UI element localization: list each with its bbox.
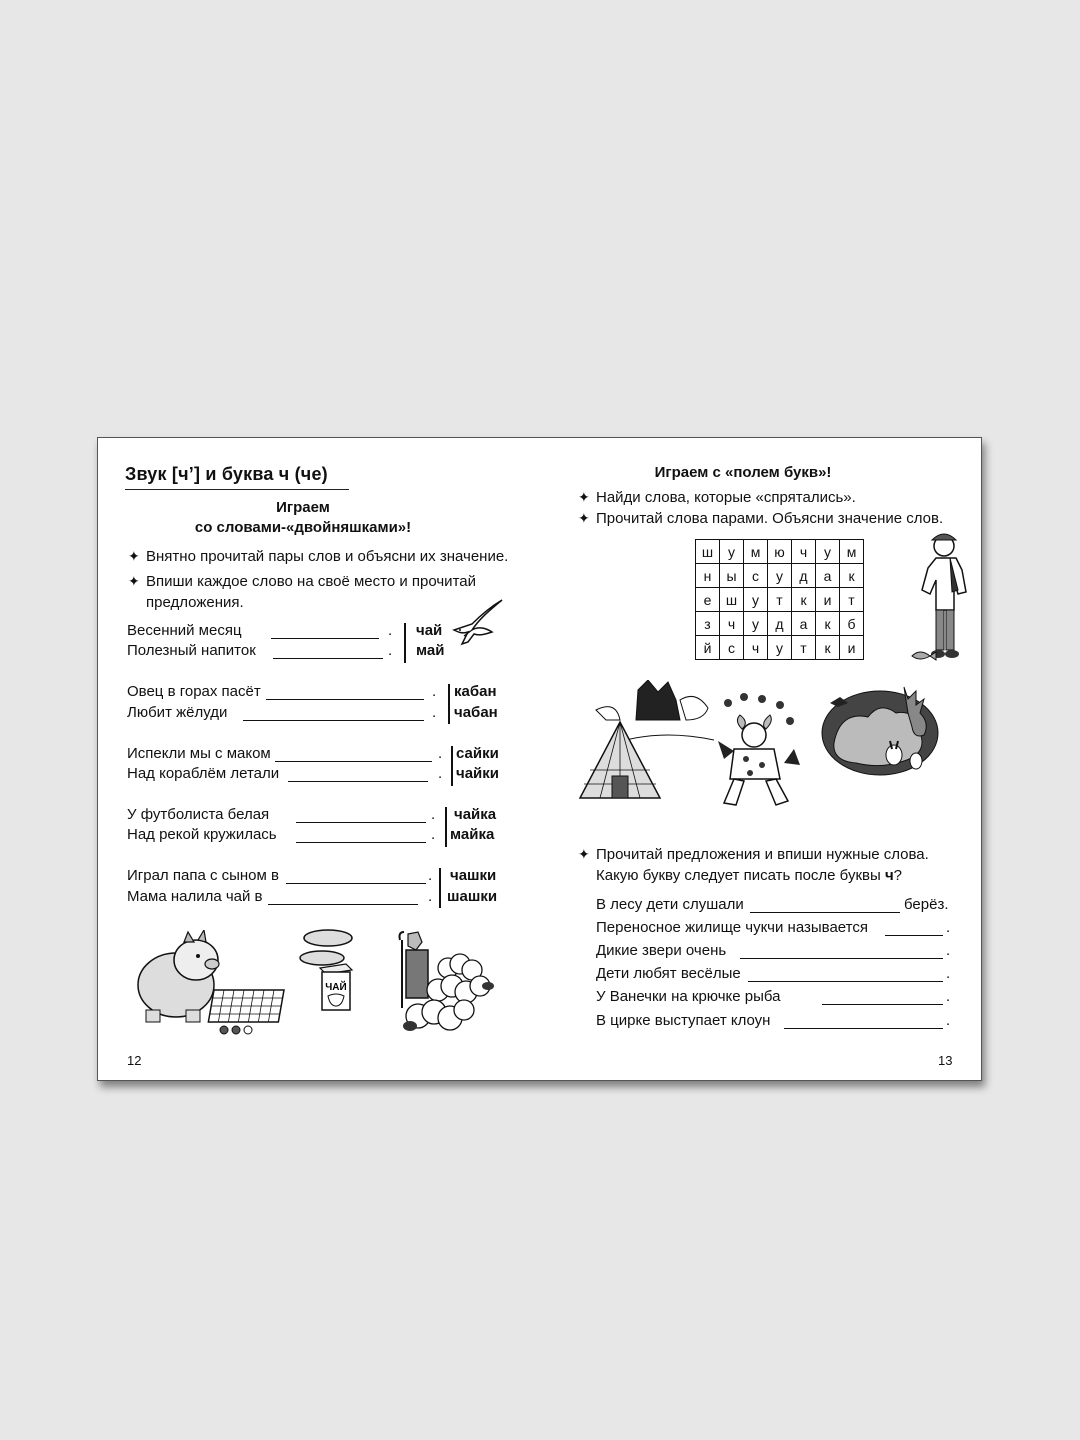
- fill-sentence-end: .: [946, 965, 951, 982]
- seagull-illustration: [450, 596, 510, 656]
- instruction-3-question-text: Какую букву следует писать после буквы: [596, 867, 885, 884]
- forest-animals-illustration: [820, 683, 940, 778]
- word-option: май: [416, 642, 445, 659]
- grid-cell[interactable]: т: [792, 636, 816, 660]
- grid-cell[interactable]: ю: [768, 540, 792, 564]
- shepherd-sheep-illustration: [388, 928, 503, 1048]
- grid-cell[interactable]: с: [720, 636, 744, 660]
- fill-sentence-end: .: [946, 942, 951, 959]
- page-number: 13: [938, 1053, 953, 1068]
- answer-blank[interactable]: [273, 658, 383, 659]
- grid-cell[interactable]: й: [696, 636, 720, 660]
- fill-sentence-start: В цирке выступает клоун: [596, 1012, 771, 1029]
- star-icon: ✦: [128, 548, 140, 564]
- instruction-2: [128, 571, 476, 613]
- grid-cell[interactable]: е: [696, 588, 720, 612]
- period: .: [431, 826, 436, 843]
- divider-bar: [451, 746, 453, 786]
- book-spread: [97, 437, 982, 1081]
- answer-blank[interactable]: [243, 720, 424, 721]
- grid-cell[interactable]: у: [744, 612, 768, 636]
- instruction-2: [578, 508, 943, 529]
- answer-blank[interactable]: [266, 699, 424, 700]
- word-option: чайки: [456, 765, 500, 782]
- answer-blank[interactable]: [275, 761, 432, 762]
- instruction-2-text: Прочитай слова парами. Объясни значение слов.: [596, 510, 944, 527]
- instruction-3: [578, 844, 929, 886]
- grid-cell[interactable]: и: [840, 636, 864, 660]
- sentence-line: У футболиста белая: [127, 806, 270, 823]
- grid-cell[interactable]: у: [744, 588, 768, 612]
- grid-cell[interactable]: н: [696, 564, 720, 588]
- star-icon: ✦: [578, 489, 590, 505]
- period: .: [438, 745, 443, 762]
- tea-box-label: ЧАЙ: [325, 982, 347, 993]
- grid-cell[interactable]: и: [816, 588, 840, 612]
- grid-cell[interactable]: т: [768, 588, 792, 612]
- word-option: чайка: [454, 806, 497, 823]
- divider-bar: [448, 684, 450, 724]
- grid-cell[interactable]: к: [816, 636, 840, 660]
- sentence-line: Над кораблём летали: [127, 765, 280, 782]
- star-icon: ✦: [578, 510, 590, 526]
- grid-row: [696, 636, 864, 660]
- answer-blank[interactable]: [286, 883, 426, 884]
- instruction-1-text: Внятно прочитай пары слов и объясни их значение.: [146, 548, 509, 565]
- answer-blank[interactable]: [740, 958, 943, 959]
- fill-sentence-end: .: [946, 919, 951, 936]
- sentence-line: Играл папа с сыном в: [127, 867, 279, 884]
- grid-cell[interactable]: м: [840, 540, 864, 564]
- grid-cell[interactable]: д: [792, 564, 816, 588]
- answer-blank[interactable]: [271, 638, 379, 639]
- grid-cell[interactable]: ш: [696, 540, 720, 564]
- grid-cell[interactable]: к: [840, 564, 864, 588]
- pig-checkers-illustration: [126, 930, 291, 1035]
- answer-blank[interactable]: [750, 912, 900, 913]
- period: .: [438, 765, 443, 782]
- grid-row: [696, 612, 864, 636]
- instruction-1: [128, 546, 508, 567]
- instruction-2-text: Впиши каждое слово на своё место и прочитай: [146, 573, 476, 590]
- sentence-line: Мама налила чай в: [127, 888, 263, 905]
- fill-sentence-start: Дети любят весёлые: [596, 965, 741, 982]
- period: .: [388, 622, 393, 639]
- period: .: [428, 888, 433, 905]
- fill-sentence-end: .: [946, 1012, 951, 1029]
- word-option: чай: [416, 622, 443, 639]
- period: .: [431, 806, 436, 823]
- fill-sentence-start: Переносное жилище чукчи называется: [596, 919, 868, 936]
- period: .: [388, 642, 393, 659]
- boy-illustration: [906, 530, 976, 670]
- grid-cell[interactable]: к: [792, 588, 816, 612]
- answer-blank[interactable]: [288, 781, 428, 782]
- instruction-2-text-cont: предложения.: [146, 594, 244, 611]
- instruction-3-letter: ч: [884, 867, 894, 884]
- section-heading-line2: со словами-«двойняшками»!: [194, 519, 412, 536]
- bread-tea-illustration: [296, 926, 358, 1016]
- grid-cell[interactable]: у: [768, 564, 792, 588]
- word-option: сайки: [456, 745, 499, 762]
- sentence-line: Весенний месяц: [127, 622, 242, 639]
- grid-cell[interactable]: м: [744, 540, 768, 564]
- instruction-3-question-mark: ?: [893, 867, 902, 884]
- page-title: Звук [ч’] и буква ч (че): [125, 464, 328, 484]
- grid-cell[interactable]: с: [744, 564, 768, 588]
- answer-blank[interactable]: [822, 1004, 943, 1005]
- answer-blank[interactable]: [268, 904, 418, 905]
- left-page: [98, 438, 538, 1080]
- divider-bar: [439, 868, 441, 908]
- grid-cell[interactable]: б: [840, 612, 864, 636]
- period: .: [428, 867, 433, 884]
- section-heading: Играем с «полем букв»!: [654, 464, 832, 481]
- instruction-1-text: Найди слова, которые «спрятались».: [596, 489, 856, 506]
- fill-sentence-start: В лесу дети слушали: [596, 896, 744, 913]
- answer-blank[interactable]: [784, 1028, 943, 1029]
- grid-cell[interactable]: ч: [720, 612, 744, 636]
- divider-bar: [445, 807, 447, 847]
- fill-sentence-end: .: [946, 988, 951, 1005]
- grid-cell[interactable]: у: [720, 540, 744, 564]
- page-number: 12: [127, 1053, 142, 1068]
- word-option: кабан: [454, 683, 497, 700]
- grid-cell[interactable]: у: [816, 540, 840, 564]
- sentence-line: Любит жёлуди: [127, 704, 228, 721]
- star-icon: ✦: [578, 846, 590, 862]
- sentence-line: Полезный напиток: [127, 642, 256, 659]
- instruction-3-text: Прочитай предложения и впиши нужные слова.: [596, 846, 929, 863]
- section-heading-line1: Играем: [276, 499, 330, 516]
- word-option: майка: [450, 826, 495, 843]
- grid-cell[interactable]: ч: [792, 540, 816, 564]
- instruction-3-question: [578, 865, 929, 886]
- word-option: чашки: [450, 867, 497, 884]
- star-icon: ✦: [128, 573, 140, 589]
- grid-row: [696, 588, 864, 612]
- word-option: чабан: [454, 704, 498, 721]
- answer-blank[interactable]: [296, 822, 426, 823]
- fill-sentence-start: У Ванечки на крючке рыба: [596, 988, 781, 1005]
- word-option: шашки: [447, 888, 498, 905]
- grid-cell[interactable]: а: [792, 612, 816, 636]
- grid-cell[interactable]: з: [696, 612, 720, 636]
- fill-sentence-end: берёз.: [904, 896, 949, 913]
- answer-blank[interactable]: [296, 842, 426, 843]
- grid-cell[interactable]: д: [768, 612, 792, 636]
- period: .: [432, 704, 437, 721]
- grid-cell[interactable]: ы: [720, 564, 744, 588]
- grid-cell[interactable]: к: [816, 612, 840, 636]
- grid-cell[interactable]: т: [840, 588, 864, 612]
- grid-cell[interactable]: а: [816, 564, 840, 588]
- right-page: [538, 438, 983, 1080]
- sentence-line: Над рекой кружилась: [127, 826, 277, 843]
- fill-sentence-start: Дикие звери очень: [596, 942, 727, 959]
- grid-row: [696, 564, 864, 588]
- period: .: [432, 683, 437, 700]
- title-underline: [125, 489, 349, 490]
- sentence-line: Испекли мы с маком: [127, 745, 271, 762]
- clown-illustration: [714, 693, 804, 823]
- grid-cell[interactable]: ш: [720, 588, 744, 612]
- answer-blank[interactable]: [748, 981, 943, 982]
- instruction-1: [578, 487, 856, 508]
- divider-bar: [404, 623, 406, 663]
- letter-grid: [695, 539, 864, 660]
- answer-blank[interactable]: [885, 935, 943, 936]
- grid-cell[interactable]: ч: [744, 636, 768, 660]
- grid-cell[interactable]: у: [768, 636, 792, 660]
- grid-row: [696, 540, 864, 564]
- yurt-illustration: [576, 680, 716, 805]
- sentence-line: Овец в горах пасёт: [127, 683, 261, 700]
